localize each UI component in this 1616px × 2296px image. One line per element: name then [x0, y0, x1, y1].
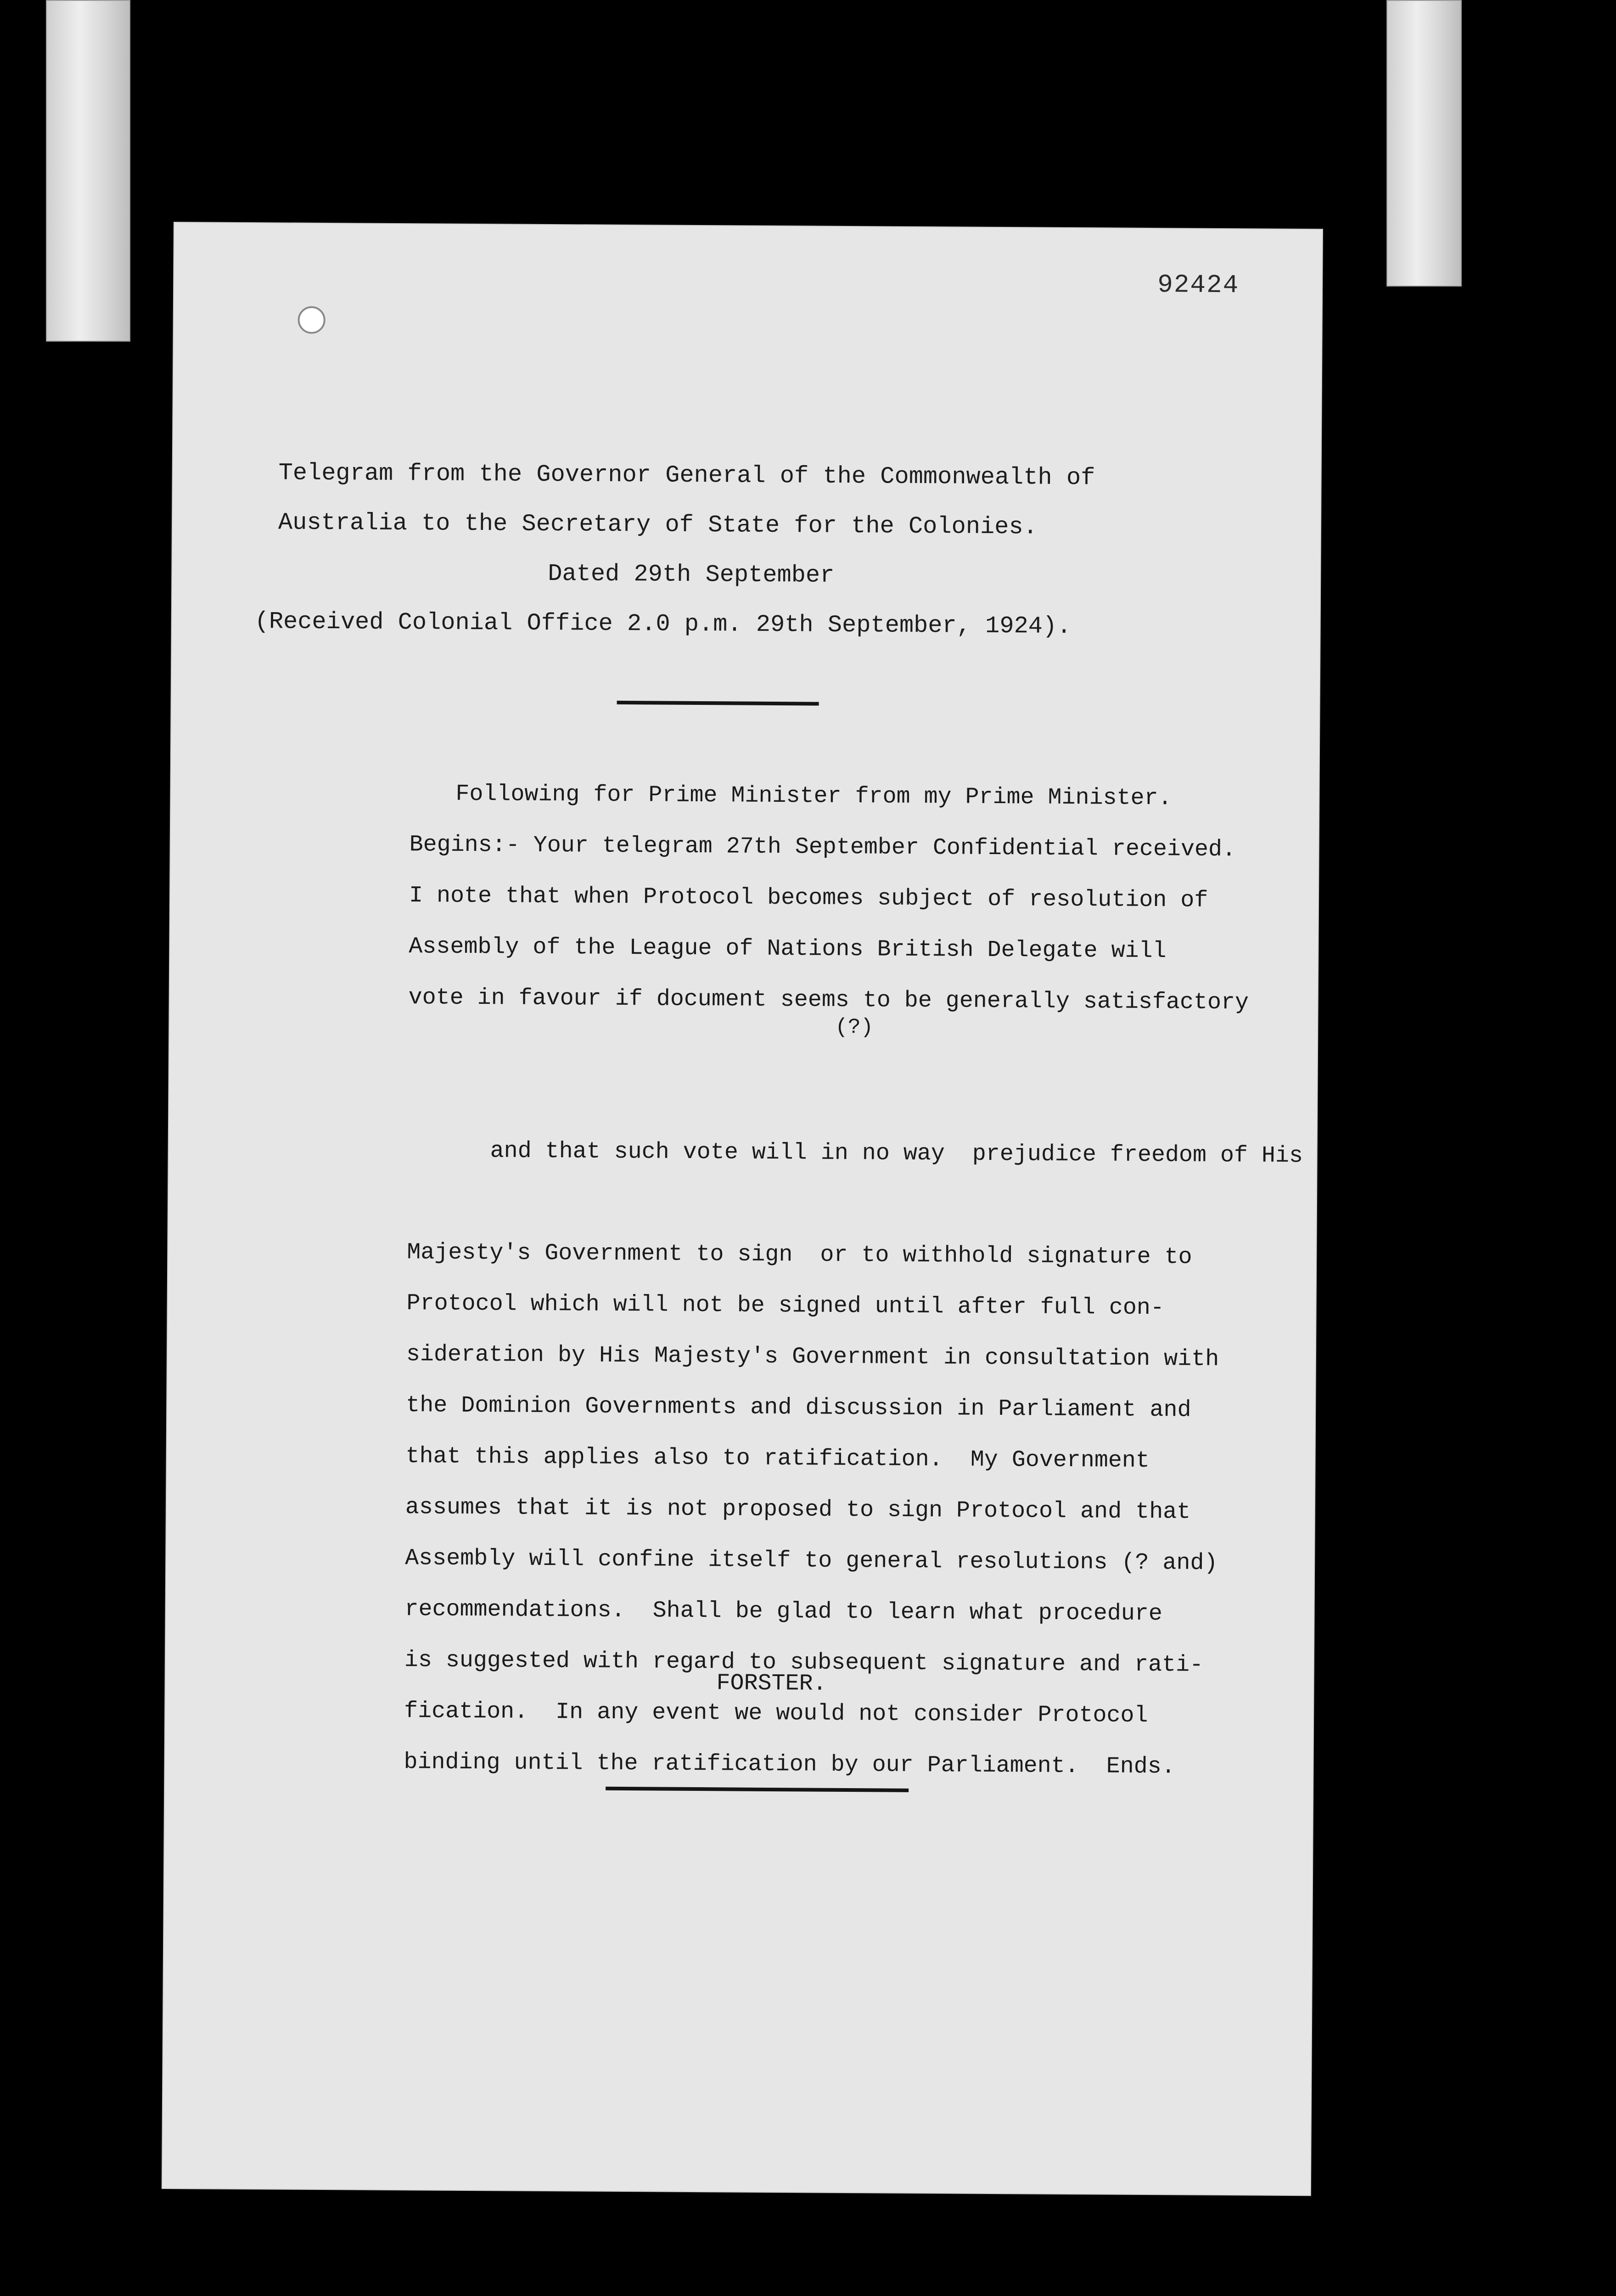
body-line: Majesty's Government to sign or to withhold signature to: [407, 1239, 1192, 1271]
body-line: Assembly will confine itself to general resolutions (? and): [405, 1545, 1218, 1576]
body-line: the Dominion Governments and discussion in Parliament and: [406, 1392, 1191, 1424]
marginal-query-note: (?): [835, 1015, 874, 1040]
body-line: Begins:- Your telegram 27th September Confidential received.: [409, 832, 1236, 863]
body-line-with-note: [407, 1015, 1303, 1232]
body-line: Following for Prime Minister from my Prime Minister.: [455, 781, 1172, 812]
heading-line-1: Telegram from the Governor General of the Commonwealth of: [278, 459, 1095, 492]
body-line-text: and that such vote will in no way prejudice freedom of His: [490, 1138, 1303, 1170]
body-line: fication. In any event we would not consider Protocol: [404, 1698, 1148, 1729]
heading-line-2: Australia to the Secretary of State for the Colonies.: [278, 509, 1038, 541]
dated-line: Dated 29th September: [548, 560, 835, 589]
body-line: recommendations. Shall be glad to learn what procedure: [404, 1596, 1162, 1627]
body-line: that this applies also to ratification. My Government: [405, 1443, 1150, 1474]
body-line: vote in favour if document seems to be generally satisfactory: [408, 985, 1249, 1016]
punch-hole: [298, 306, 325, 334]
signature: FORSTER.: [716, 1670, 827, 1697]
body-line: sideration by His Majesty's Government in consultation with: [406, 1341, 1219, 1373]
telegram-sheet: [163, 223, 1322, 2195]
received-line: (Received Colonial Office 2.0 p.m. 29th September, 1924).: [254, 608, 1072, 640]
body-line: is suggested with regard to subsequent signature and rati-: [404, 1647, 1204, 1678]
heading-divider: [617, 701, 819, 706]
mounting-tape-top-right: [1386, 0, 1462, 287]
telegram-body: [404, 768, 1303, 1793]
body-line: binding until the ratification by our Parliament. Ends.: [404, 1749, 1175, 1780]
body-line: Protocol which will not be signed until after full con-: [406, 1290, 1165, 1322]
mounting-tape-top-left: [46, 0, 130, 342]
reference-number: 92424: [1157, 270, 1240, 300]
body-line: assumes that it is not proposed to sign Protocol and that: [405, 1494, 1191, 1525]
telegram-heading: [254, 448, 1243, 653]
body-line: Assembly of the League of Nations British Delegate will: [409, 934, 1167, 965]
body-line: I note that when Protocol becomes subject of resolution of: [409, 883, 1208, 914]
